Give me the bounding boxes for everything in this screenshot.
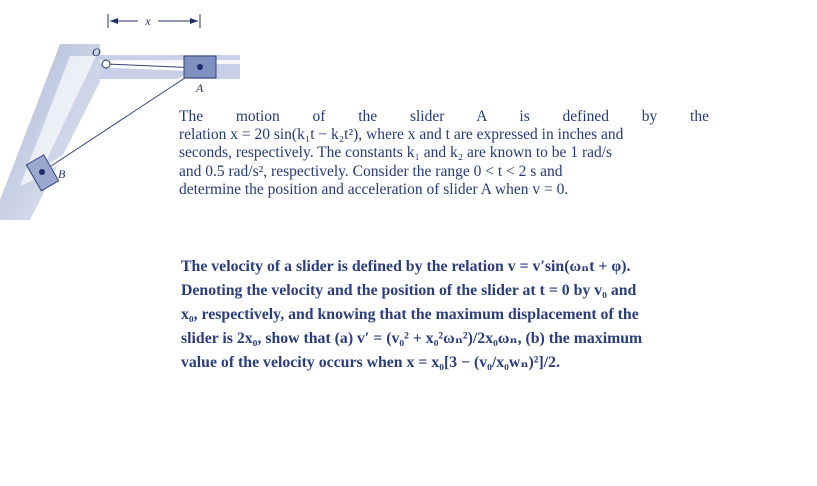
problem-1-line-4: and 0.5 rad/s², respectively. Consider the range 0 < t < 2 s and [179,162,563,180]
label-a: A [196,81,204,95]
problem-2-text [181,255,721,375]
problem-1-line-3: seconds, respectively. The constants k₁ and k₂ are known to be 1 rad/s [179,144,613,162]
problem-2-line-5: value of the velocity occurs when x = x₀[3 − (v₀/x₀wₙ)²]/2. [181,354,561,371]
problem-1-text [179,108,709,199]
problem-2-line-3: x₀, respectively, and knowing that the maximum displacement of the [181,306,639,323]
problem-1-line-5: determine the position and acceleration of slider A when v = 0. [179,180,569,198]
label-b: B [58,167,66,181]
label-o: O [92,45,101,59]
problem-2-line-1: The velocity of a slider is defined by the relation v = v′sin(ωₙt + φ). [181,258,631,275]
dimension-label: x [145,14,151,28]
problem-2-line-2: Denoting the velocity and the position of the slider at t = 0 by v₀ and [181,282,637,299]
dimension-x [108,14,200,28]
problem-1-line-2: relation x = 20 sin(k₁t − k₂t²), where x and t are expressed in inches and [179,126,624,144]
problem-1-line-1: The motion of the slider A is defined by the [179,108,709,125]
pivot-o [102,60,110,68]
problem-2-line-4: slider is 2x₀, show that (a) v′ = (v₀² + x₀²ωₙ²)/2x₀ωₙ, (b) the maximum [181,330,643,347]
